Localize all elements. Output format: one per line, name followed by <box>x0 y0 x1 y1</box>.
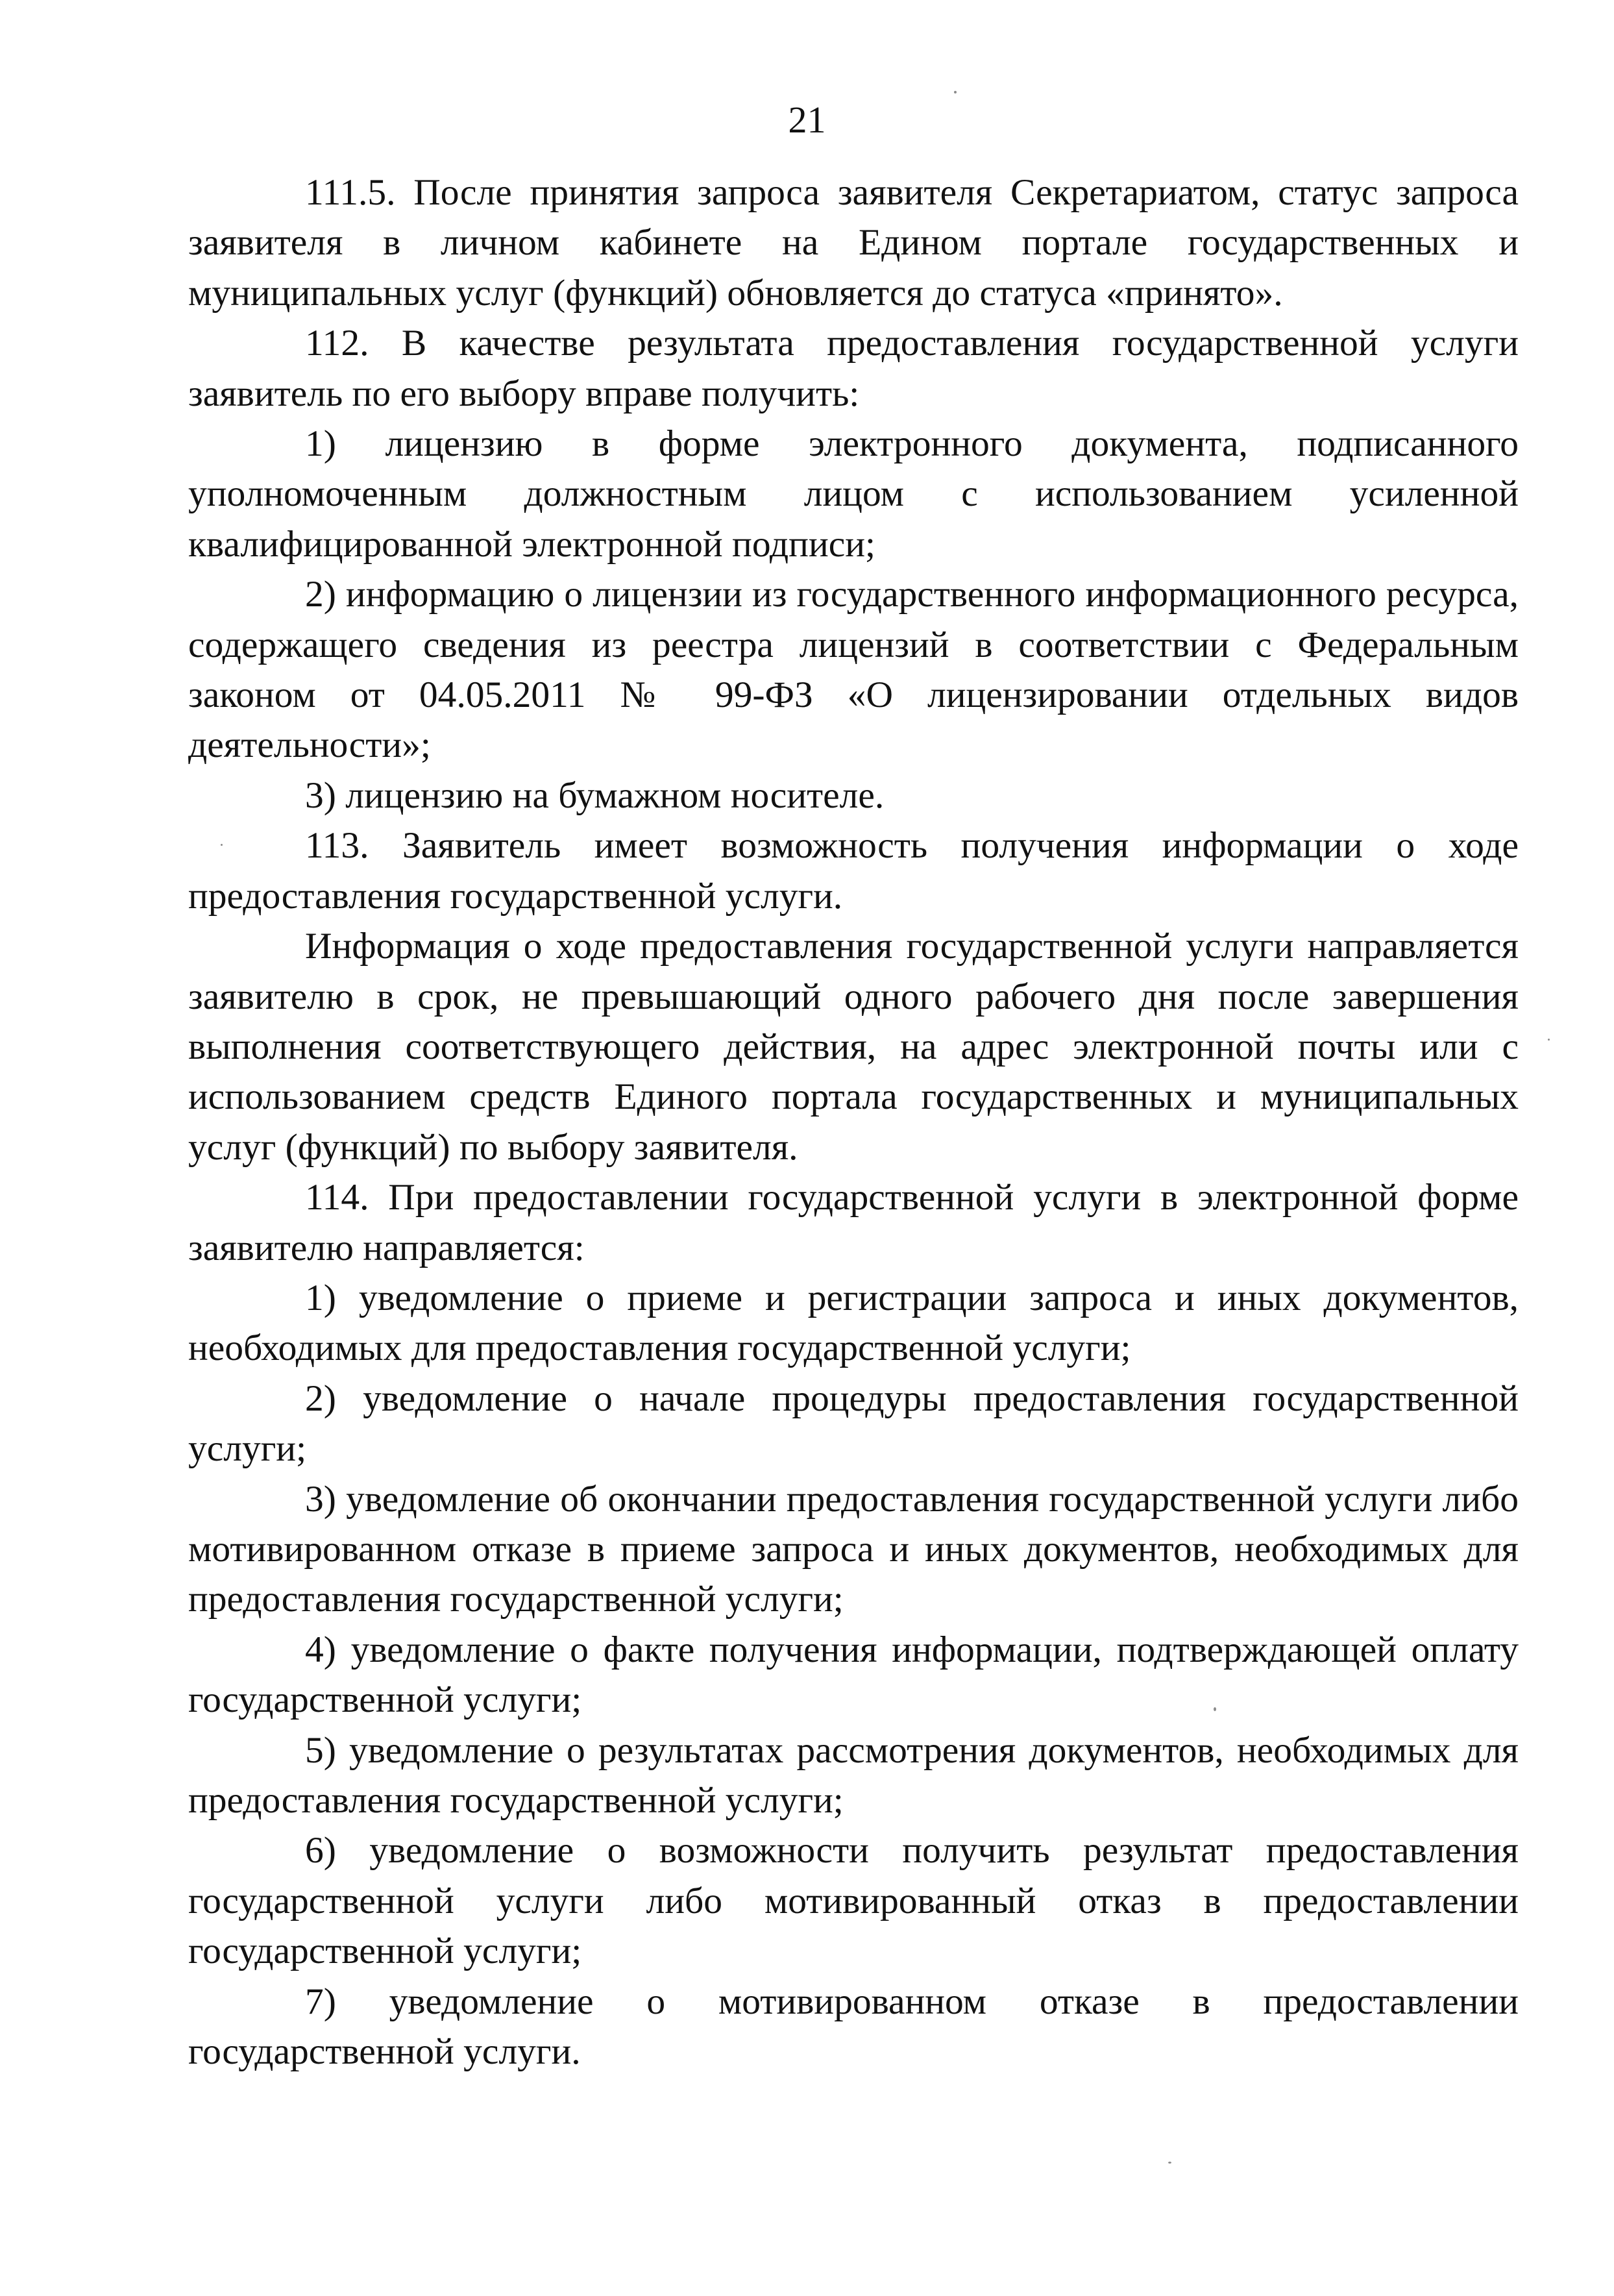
list-item-114-3: 3) уведомление об окончании предоставления государственной услуги либо мотивированном отказе в приеме запроса и иных документов, необходимых для предоставления государственной услуги; <box>188 1478 1519 1620</box>
paragraph-113-info: Информация о ходе предоставления государственной услуги направляется заявителю в срок, не превышающий одного рабочего дня после завершения выполнения соответствующего действия, на адрес электронной почты или с использованием средств Единого портала государственных и муниципальных услуг (функций) по выбору заявителя. <box>188 926 1519 1168</box>
list-item-112-2: 2) информацию о лицензии из государственного информационного ресурса, содержащего сведения из реестра лицензий в соответствии с Федеральным законом от 04.05.2011 № 99-ФЗ «О лицензировании отдельных видов деятельности»; <box>188 574 1519 766</box>
document-body <box>188 167 1519 2077</box>
list-item-112-3: 3) лицензию на бумажном носителе. <box>305 774 885 816</box>
paragraph-111-5: 111.5. После принятия запроса заявителя Секретариатом, статус запроса заявителя в личном кабинете на Едином портале государственных и муниципальных услуг (функций) обновляется до статуса «принято». <box>188 172 1519 314</box>
list-item-114-7: 7) уведомление о мотивированном отказе в предоставлении государственной услуги. <box>188 1981 1519 2073</box>
page-number: 21 <box>788 99 826 141</box>
list-item-114-5: 5) уведомление о результатах рассмотрения документов, необходимых для предоставления государственной услуги; <box>188 1729 1519 1821</box>
scan-speck <box>221 844 223 846</box>
scan-speck <box>1214 1707 1216 1711</box>
list-item-112-1: 1) лицензию в форме электронного документа, подписанного уполномоченным должностным лицом с использованием усиленной квалифицированной электронной подписи; <box>188 423 1519 565</box>
list-item-114-6: 6) уведомление о возможности получить результат предоставления государственной услуги либо мотивированный отказ в предоставлении государственной услуги; <box>188 1830 1519 1972</box>
scan-speck <box>954 91 957 93</box>
list-item-114-2: 2) уведомление о начале процедуры предоставления государственной услуги; <box>188 1377 1519 1470</box>
list-item-114-1: 1) уведомление о приеме и регистрации запроса и иных документов, необходимых для предоставления государственной услуги; <box>188 1277 1519 1369</box>
paragraph-112: 112. В качестве результата предоставления государственной услуги заявитель по его выбору вправе получить: <box>188 323 1519 414</box>
paragraph-114: 114. При предоставлении государственной услуги в электронной форме заявителю направляется: <box>188 1177 1519 1268</box>
scan-speck <box>1168 2162 1171 2164</box>
scan-speck <box>1548 1039 1550 1041</box>
paragraph-113: 113. Заявитель имеет возможность получения информации о ходе предоставления государственной услуги. <box>188 825 1519 917</box>
list-item-114-4: 4) уведомление о факте получения информации, подтверждающей оплату государственной услуги; <box>188 1629 1519 1721</box>
